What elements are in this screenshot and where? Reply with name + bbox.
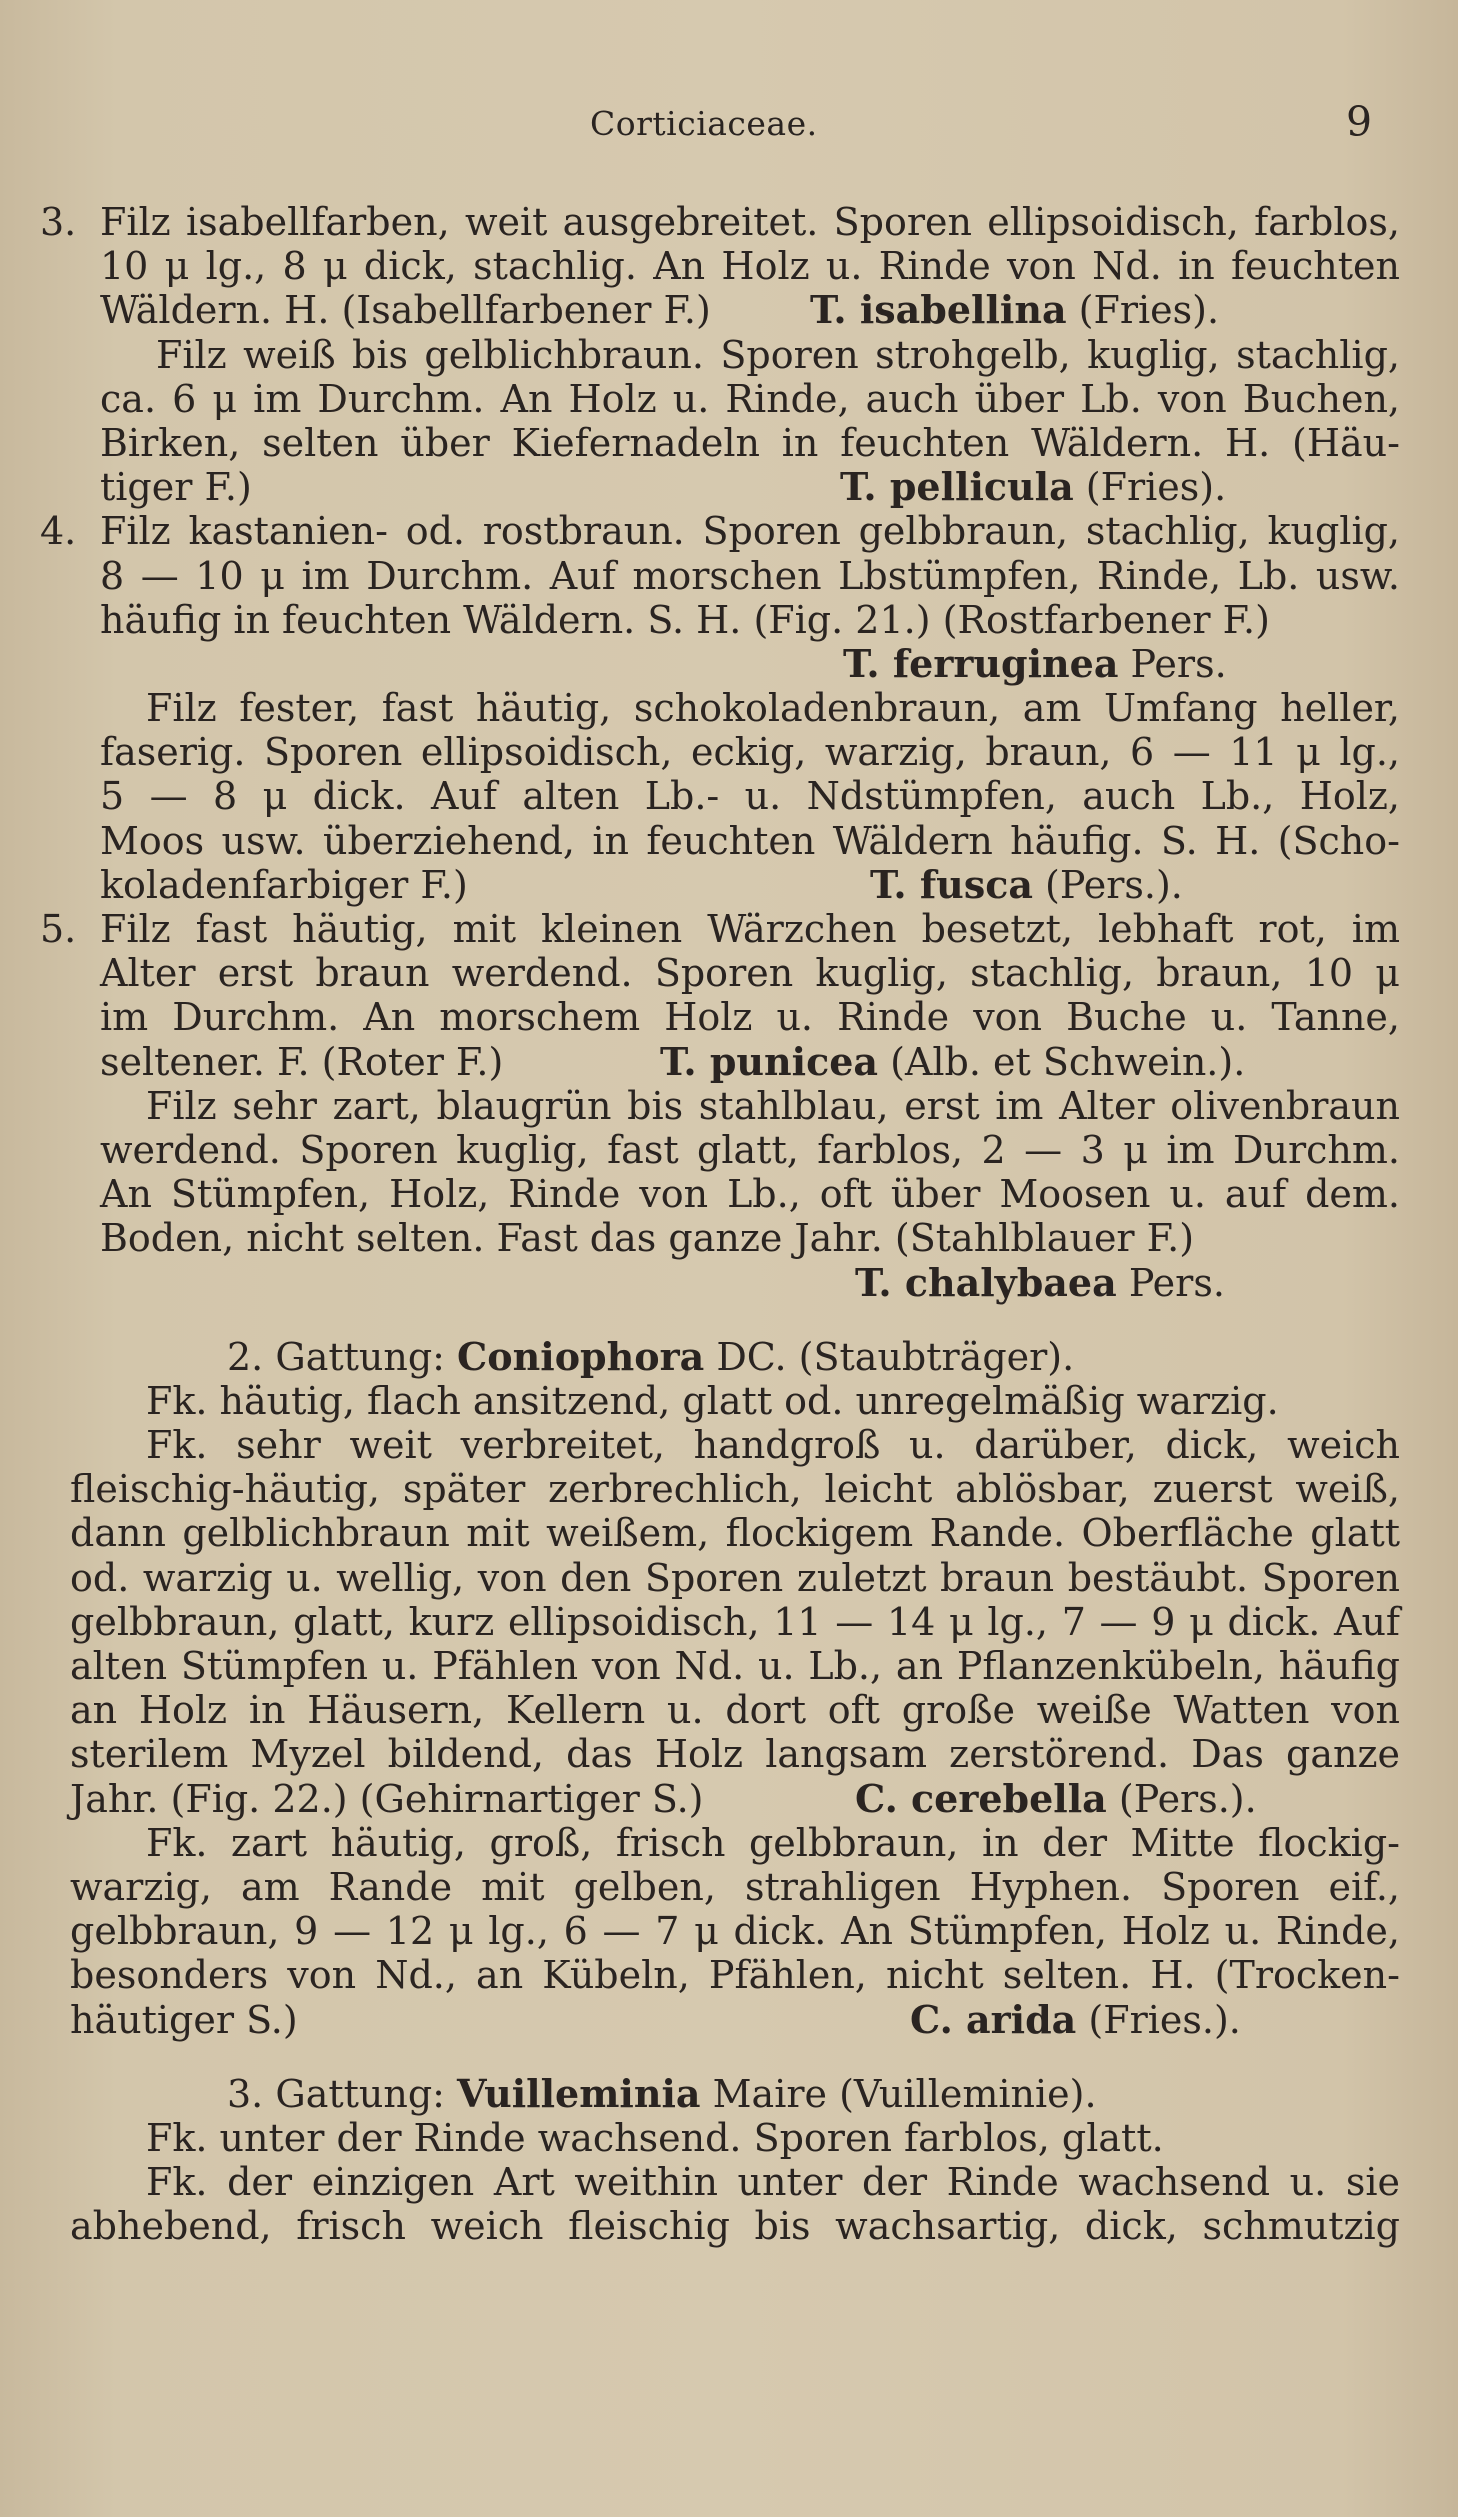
line-text: Wäldern. H. (Isabellfarbener F.) (100, 288, 711, 333)
text-line (70, 995, 1400, 1039)
text-line (70, 1644, 1400, 1688)
text-line (70, 333, 1400, 377)
text-line (70, 1467, 1400, 1511)
text-line (70, 1040, 1400, 1084)
text-line (70, 288, 1400, 332)
text-line (70, 2116, 1400, 2160)
text-line (70, 421, 1400, 465)
genus-common-name: Maire (Vuilleminie). (700, 2071, 1097, 2116)
text-line (70, 377, 1400, 421)
text-line (70, 686, 1400, 730)
text-line (70, 730, 1400, 774)
species-binomial: T. pellicula (840, 464, 1074, 510)
species-author: (Alb. et Schwein.). (878, 1039, 1246, 1084)
line-text: 10 μ lg., 8 μ dick, stachlig. An Holz u. Rinde von Nd. in feuchten (100, 244, 1400, 289)
line-text: gelbbraun, glatt, kurz ellipsoidisch, 11 — 14 μ lg., 7 — 9 μ dick. Auf (70, 1599, 1400, 1644)
line-text: Filz sehr zart, blaugrün bis stahlblau, erst im Alter olivenbraun (146, 1083, 1400, 1128)
species-binomial: T. chalybaea (855, 1259, 1117, 1305)
line-text: Fk. der einzigen Art weithin unter der Rinde wachsend u. sie (146, 2160, 1400, 2205)
line-text: Fk. zart häutig, groß, frisch gelbbraun, in der Mitte flockig- (146, 1820, 1400, 1865)
genus-common-name: DC. (Staubträger). (704, 1334, 1075, 1379)
text-line (70, 1777, 1400, 1821)
line-text: Alter erst braun werdend. Sporen kuglig, stachlig, braun, 10 μ (100, 951, 1400, 996)
text-line (70, 244, 1400, 288)
line-text: Fk. sehr weit verbreitet, handgroß u. darüber, dick, weich (146, 1423, 1400, 1468)
text-line (40, 200, 1400, 244)
line-text: besonders von Nd., an Kübeln, Pfählen, nicht selten. H. (Trocken- (70, 1953, 1400, 1998)
text-line (70, 2160, 1400, 2204)
species-binomial: T. ferruginea (843, 640, 1119, 686)
key-number: 4. (40, 509, 77, 554)
text-line (40, 509, 1400, 554)
text-line (70, 2204, 1400, 2248)
species-name (660, 1040, 1245, 1084)
species-name (910, 1998, 1241, 2042)
line-text: ca. 6 μ im Durchm. An Holz u. Rinde, auch über Lb. von Buchen, (100, 376, 1400, 421)
line-text: gelbbraun, 9 — 12 μ lg., 6 — 7 μ dick. An Stümpfen, Holz u. Rinde, (70, 1909, 1400, 1954)
line-text: 5 — 8 μ dick. Auf alten Lb.- u. Ndstümpfen, auch Lb., Holz, (100, 774, 1400, 819)
text-line (70, 1379, 1400, 1423)
species-name (840, 465, 1226, 509)
page-number: 9 (1346, 98, 1373, 146)
text-line (70, 863, 1400, 907)
text-line (70, 1600, 1400, 1644)
text-line (70, 1998, 1400, 2042)
line-text: häutiger S.) (70, 1997, 298, 2042)
line-text: An Stümpfen, Holz, Rinde von Lb., oft über Moosen u. auf dem. (100, 1172, 1400, 1217)
line-text: Fk. unter der Rinde wachsend. Sporen farblos, glatt. (146, 2115, 1164, 2160)
line-text: od. warzig u. wellig, von den Sporen zuletzt braun bestäubt. Sporen (70, 1555, 1400, 1600)
species-name (855, 1777, 1257, 1821)
line-text: Filz kastanien- od. rostbraun. Sporen gelbbraun, stachlig, kuglig, (100, 509, 1400, 554)
running-header: Corticiaceae. (590, 104, 818, 143)
line-text: abhebend, frisch weich fleischig bis wachsartig, dick, schmutzig (70, 2204, 1400, 2249)
genus-name: Coniophora (457, 1333, 705, 1379)
text-line (70, 1084, 1400, 1128)
text-line (70, 1511, 1400, 1555)
genus-number: 3. Gattung: (227, 2071, 458, 2116)
species-author: (Fries). (1073, 465, 1227, 510)
species-author: (Fries). (1066, 288, 1220, 333)
key-number: 5. (40, 907, 77, 951)
text-line (70, 554, 1400, 598)
species-binomial: T. punicea (660, 1038, 879, 1084)
species-binomial: T. isabellina (810, 287, 1067, 333)
line-text: alten Stümpfen u. Pfählen von Nd. u. Lb., an Pflanzenkübeln, häufig (70, 1644, 1400, 1688)
text-line (70, 1216, 1400, 1260)
species-author: (Pers.). (1032, 862, 1183, 907)
line-text: Filz fester, fast häutig, schokoladenbraun, am Umfang heller, (146, 686, 1400, 731)
line-text: fleischig-häutig, später zerbrechlich, leicht ablösbar, zuerst weiß, (70, 1467, 1400, 1512)
line-text: im Durchm. An morschem Holz u. Rinde von Buche u. Tanne, (100, 995, 1400, 1040)
genus-heading (70, 1335, 1400, 1379)
text-line (40, 907, 1400, 951)
text-line (70, 1821, 1400, 1865)
text-line (70, 598, 1400, 642)
text-line (70, 1732, 1400, 1776)
line-text: Fk. häutig, flach ansitzend, glatt od. unregelmäßig warzig. (146, 1378, 1279, 1423)
species-author: (Fries.). (1076, 1997, 1241, 2042)
line-text: an Holz in Häusern, Kellern u. dort oft große weiße Watten von (70, 1688, 1400, 1733)
line-text: koladenfarbiger F.) (100, 862, 468, 907)
text-line (70, 951, 1400, 995)
section-gap (70, 1305, 1400, 1335)
text-line (70, 1172, 1400, 1216)
species-author: Pers. (1118, 641, 1227, 686)
text-line (70, 1556, 1400, 1600)
line-text: Filz isabellfarben, weit ausgebreitet. Sporen ellipsoidisch, farblos, (100, 200, 1400, 244)
text-line (70, 1128, 1400, 1172)
line-text: Filz fast häutig, mit kleinen Wärzchen besetzt, lebhaft rot, im (100, 907, 1400, 951)
text-line (70, 1865, 1400, 1909)
line-text: faserig. Sporen ellipsoidisch, eckig, warzig, braun, 6 — 11 μ lg., (100, 730, 1400, 775)
line-text: Birken, selten über Kiefernadeln in feuchten Wäldern. H. (Häu- (100, 420, 1400, 465)
species-name (870, 863, 1183, 907)
species-binomial: T. fusca (870, 861, 1033, 907)
species-name (810, 288, 1219, 332)
line-text: häufig in feuchten Wäldern. S. H. (Fig. 21.) (Rostfarbener F.) (100, 597, 1270, 642)
species-binomial: C. arida (910, 1996, 1077, 2042)
line-text: Boden, nicht selten. Fast das ganze Jahr. (Stahlblauer F.) (100, 1216, 1195, 1261)
section-gap (70, 2042, 1400, 2072)
line-text: tiger F.) (100, 465, 252, 510)
key-number: 3. (40, 200, 77, 244)
line-text: Jahr. (Fig. 22.) (Gehirnartiger S.) (70, 1776, 704, 1821)
line-text: dann gelblichbraun mit weißem, flockigem Rande. Oberfläche glatt (70, 1511, 1400, 1556)
text-line (70, 774, 1400, 818)
text-line (70, 1261, 1400, 1305)
species-author: (Pers.). (1106, 1776, 1257, 1821)
line-text: Moos usw. überziehend, in feuchten Wäldern häufig. S. H. (Scho- (100, 818, 1400, 863)
text-line (70, 1423, 1400, 1467)
species-author: Pers. (1116, 1260, 1225, 1305)
line-text: werdend. Sporen kuglig, fast glatt, farblos, 2 — 3 μ im Durchm. (100, 1127, 1400, 1172)
genus-name: Vuilleminia (457, 2070, 701, 2116)
text-line (70, 642, 1400, 686)
text-line (70, 465, 1400, 509)
text-line (70, 819, 1400, 863)
genus-number: 2. Gattung: (227, 1334, 458, 1379)
line-text: seltener. F. (Roter F.) (100, 1039, 504, 1084)
line-text: warzig, am Rande mit gelben, strahligen Hyphen. Sporen eif., (70, 1864, 1400, 1909)
species-name (843, 642, 1227, 686)
line-text: 8 — 10 μ im Durchm. Auf morschen Lbstümpfen, Rinde, Lb. usw. (100, 553, 1400, 598)
line-text: sterilem Myzel bildend, das Holz langsam zerstörend. Das ganze (70, 1732, 1400, 1777)
genus-heading (70, 2072, 1400, 2116)
body-text (40, 200, 1400, 2249)
text-line (70, 1909, 1400, 1953)
text-line (70, 1953, 1400, 1997)
text-line (70, 1688, 1400, 1732)
species-name (855, 1261, 1225, 1305)
species-binomial: C. cerebella (855, 1775, 1107, 1821)
line-text: Filz weiß bis gelblichbraun. Sporen strohgelb, kuglig, stachlig, (156, 332, 1400, 377)
